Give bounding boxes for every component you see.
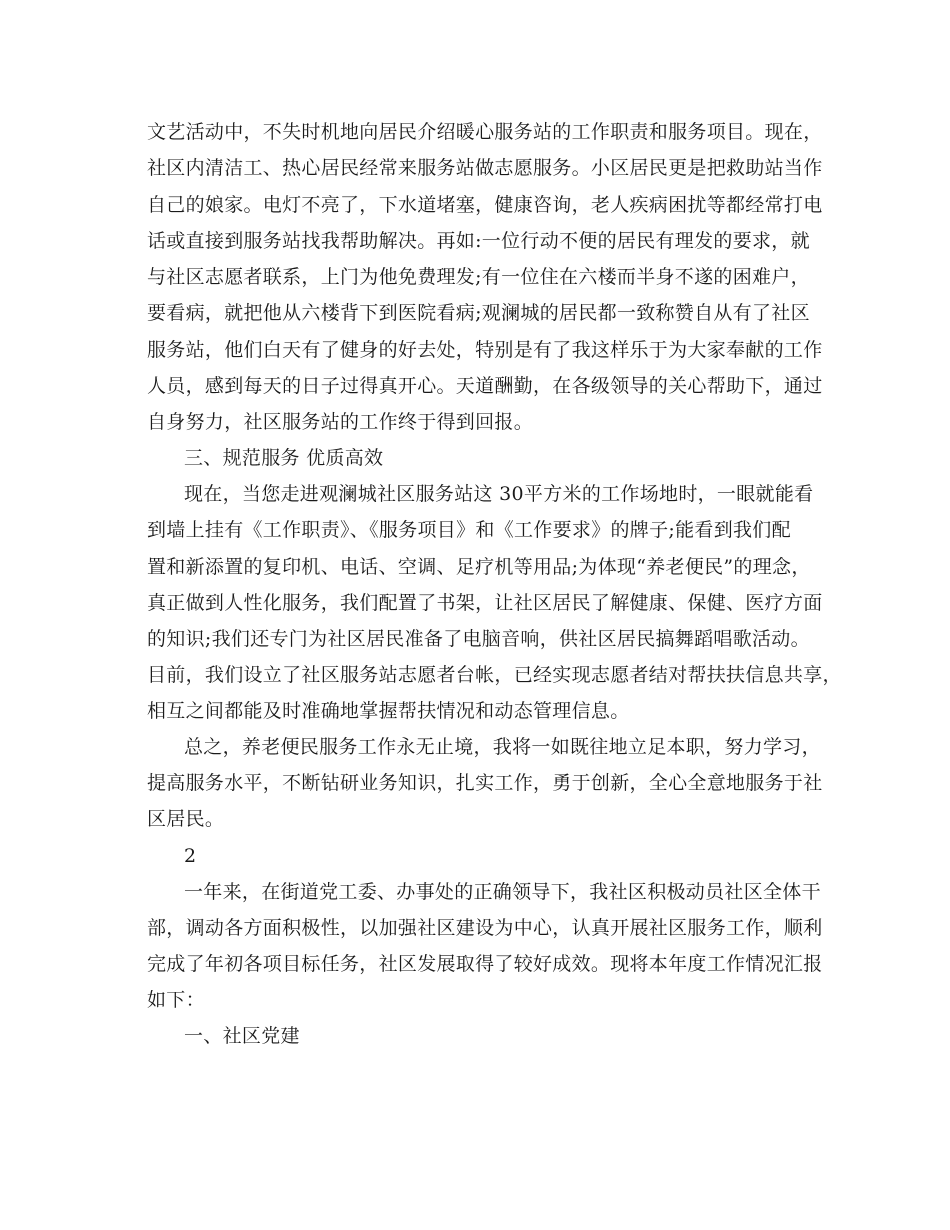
text-line: 到墙上挂有《工作职责》、《服务项目》和《工作要求》的牌子;能看到我们配 <box>147 519 791 541</box>
text-line: 完成了年初各项目标任务，社区发展取得了较好成效。现将本年度工作情况汇报 <box>147 953 823 975</box>
text-line: 目前，我们设立了社区服务站志愿者台帐，已经实现志愿者结对帮扶扶信息共享， <box>147 664 842 686</box>
text-line: 总之，养老便民服务工作永无止境，我将一如既往地立足本职，努力学习， <box>184 736 821 758</box>
text-line: 置和新添置的复印机、电话、空调、足疗机等用品;为体现“养老便民”的理念， <box>147 556 811 578</box>
text-line: 自己的娘家。电灯不亮了，下水道堵塞，健康咨询，老人疾病困扰等都经常打电 <box>147 194 823 216</box>
section-number: 2 <box>184 845 197 867</box>
text-line: 人员，感到每天的日子过得真开心。天道酬勤，在各级领导的关心帮助下，通过 <box>147 375 823 397</box>
text-line: 一年来，在街道党工委、办事处的正确领导下，我社区积极动员社区全体干 <box>184 881 821 903</box>
text-line: 相互之间都能及时准确地掌握帮扶情况和动态管理信息。 <box>147 700 630 722</box>
text-line: 的知识;我们还专门为社区居民准备了电脑音响，供社区居民搞舞蹈唱歌活动。 <box>147 628 810 650</box>
text-line: 如下： <box>147 989 205 1011</box>
text-line: 要看病，就把他从六楼背下到医院看病;观澜城的居民都一致称赞自从有了社区 <box>147 302 810 324</box>
text-line: 部，调动各方面积极性，以加强社区建设为中心，认真开展社区服务工作，顺利 <box>147 917 823 939</box>
text-line: 自身努力，社区服务站的工作终于得到回报。 <box>147 411 534 433</box>
text-line: 社区内清洁工、热心居民经常来服务站做志愿服务。小区居民更是把救助站当作 <box>147 157 823 179</box>
text-line: 与社区志愿者联系，上门为他免费理发;有一位住在六楼而半身不遂的困难户， <box>147 266 810 288</box>
text-line: 服务站，他们白天有了健身的好去处，特别是有了我这样乐于为大家奉献的工作 <box>147 339 823 361</box>
text-line: 话或直接到服务站找我帮助解决。再如:一位行动不便的居民有理发的要求，就 <box>147 230 810 252</box>
text-line: 文艺活动中，不失时机地向居民介绍暖心服务站的工作职责和服务项目。现在， <box>147 121 823 143</box>
text-line: 提高服务水平，不断钻研业务知识，扎实工作，勇于创新，全心全意地服务于社 <box>147 772 823 794</box>
text-line: 区居民。 <box>147 808 225 830</box>
section-heading: 三、规范服务 优质高效 <box>184 447 384 469</box>
text-line: 真正做到人性化服务，我们配置了书架，让社区居民了解健康、保健、医疗方面 <box>147 592 823 614</box>
section-heading: 一、社区党建 <box>184 1025 300 1047</box>
text-line: 现在，当您走进观澜城社区服务站这 30平方米的工作场地时，一眼就能看 <box>184 483 814 505</box>
